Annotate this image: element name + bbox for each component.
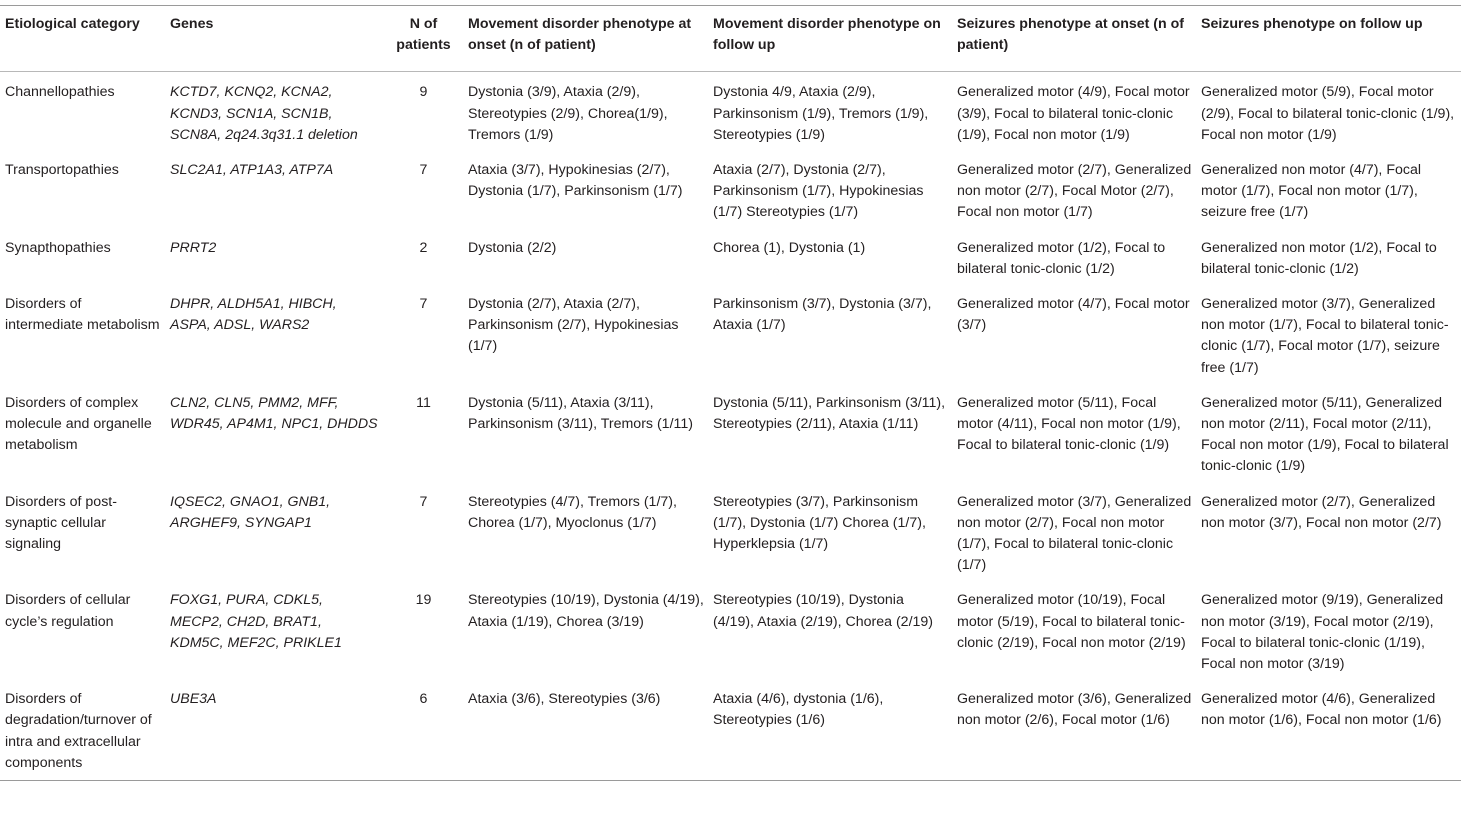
cell-md-follow: Ataxia (2/7), Dystonia (2/7), Parkinsonism (1/7), Hypokinesias (1/7) Stereotypies (1/7) [713,162,924,221]
cell-category: Disorders of cellular cycle’s regulation [5,592,131,630]
cell-n: 19 [415,592,432,609]
cell-n: 6 [383,679,463,780]
table-row [0,228,1461,284]
table-row [0,150,1461,228]
cell-sz-follow: Generalized motor (2/7), Generalized non motor (3/7), Focal non motor (2/7) [1201,493,1442,531]
cell-md-follow: Dystonia 4/9, Ataxia (2/9), Parkinsonism (1/9), Tremors (1/9), Stereotypies (1/9) [713,84,929,143]
cell-n: 2 [419,239,428,256]
header-sz-onset: Seizures phenotype at onset (n of patient) [952,6,1196,72]
cell-n: 7 [419,162,428,179]
header-category: Etiological category [0,6,165,72]
cell-sz-follow: Generalized non motor (1/2), Focal to bilateral tonic-clonic (1/2) [1201,239,1437,277]
table-row [0,580,1461,679]
cell-genes: CLN2, CLN5, PMM2, MFF, WDR45, AP4M1, NPC1, DHDDS [170,394,378,433]
cell-md-follow: Parkinsonism (3/7), Dystonia (3/7), Ataxia (1/7) [713,296,932,334]
cell-md-onset: Dystonia (2/2) [468,239,557,256]
cell-sz-onset: Generalized motor (10/19), Focal motor (5/19), Focal to bilateral tonic-clonic (2/19), Focal non motor (2/19) [957,592,1186,651]
cell-sz-onset: Generalized motor (1/2), Focal to bilateral tonic-clonic (1/2) [957,239,1166,277]
cell-sz-follow: Generalized motor (5/11), Generalized non motor (2/11), Focal motor (2/11), Focal non motor (1/9), Focal to bilateral tonic-clonic (1/9) [1201,394,1449,475]
etiology-table [0,5,1461,781]
cell-sz-onset: Generalized motor (3/6), Generalized non motor (2/6), Focal motor (1/6) [952,679,1196,780]
cell-genes: FOXG1, PURA, CDKL5, MECP2, CH2D, BRAT1, KDM5C, MEF2C, PRIKLE1 [170,592,342,651]
table-row [0,679,1461,780]
header-sz-follow: Seizures phenotype on follow up [1196,6,1461,72]
cell-n: 7 [419,296,428,313]
cell-category: Channellopathies [5,84,115,101]
cell-category: Disorders of complex molecule and organelle metabolism [5,394,152,454]
table-row [0,284,1461,383]
cell-sz-follow: Generalized motor (3/7), Generalized non motor (1/7), Focal to bilateral tonic-clonic (1/7), Focal motor (1/7), seizure free (1/7) [1201,296,1449,376]
cell-md-onset: Ataxia (3/6), Stereotypies (3/6) [463,679,708,780]
cell-n: 11 [416,394,431,411]
table-row [0,383,1461,482]
header-md-follow: Movement disorder phenotype on follow up [708,6,952,72]
cell-sz-onset: Generalized motor (4/9), Focal motor (3/9), Focal to bilateral tonic-clonic (1/9), Focal non motor (1/9) [957,84,1190,143]
cell-genes: PRRT2 [170,239,217,256]
cell-md-onset: Dystonia (2/7), Ataxia (2/7), Parkinsonism (2/7), Hypokinesias (1/7) [468,296,679,355]
cell-n: 7 [419,493,428,510]
cell-sz-follow: Generalized non motor (4/7), Focal motor (1/7), Focal non motor (1/7), seizure free (1/7) [1201,162,1422,221]
cell-category: Synapthopathies [5,239,111,256]
cell-genes: UBE3A [165,679,383,780]
cell-sz-onset: Generalized motor (4/7), Focal motor (3/7) [957,296,1190,334]
header-md-onset: Movement disorder phenotype at onset (n of patient) [463,6,708,72]
cell-sz-follow: Generalized motor (4/6), Generalized non motor (1/6), Focal non motor (1/6) [1196,679,1461,780]
cell-sz-follow: Generalized motor (9/19), Generalized non motor (3/19), Focal motor (2/19), Focal to bilateral tonic-clonic (1/19), Focal non motor (3/19) [1201,592,1444,673]
cell-md-follow: Dystonia (5/11), Parkinsonism (3/11), Stereotypies (2/11), Ataxia (1/11) [713,394,946,433]
cell-sz-follow: Generalized motor (5/9), Focal motor (2/9), Focal to bilateral tonic-clonic (1/9), Focal non motor (1/9) [1201,84,1455,143]
table-row [0,482,1461,581]
cell-category: Disorders of post-synaptic cellular signaling [5,493,117,553]
cell-genes: SLC2A1, ATP1A3, ATP7A [170,162,334,179]
header-row [0,6,1461,72]
cell-genes: IQSEC2, GNAO1, GNB1, ARGHEF9, SYNGAP1 [170,493,331,531]
cell-sz-onset: Generalized motor (3/7), Generalized non motor (2/7), Focal non motor (1/7), Focal to bilateral tonic-clonic (1/7) [957,493,1192,574]
cell-genes: DHPR, ALDH5A1, HIBCH, ASPA, ADSL, WARS2 [170,296,337,334]
table-row [0,72,1461,150]
cell-md-onset: Dystonia (5/11), Ataxia (3/11), Parkinsonism (3/11), Tremors (1/11) [468,394,693,433]
cell-md-follow: Stereotypies (10/19), Dystonia (4/19), Ataxia (2/19), Chorea (2/19) [713,592,934,630]
cell-md-follow: Chorea (1), Dystonia (1) [713,239,866,256]
cell-md-onset: Stereotypies (10/19), Dystonia (4/19), Ataxia (1/19), Chorea (3/19) [468,592,704,630]
cell-n: 9 [419,84,428,101]
cell-category: Transportopathies [5,162,119,179]
header-n-patients: N of patients [383,6,463,72]
cell-genes: KCTD7, KCNQ2, KCNA2, KCND3, SCN1A, SCN1B, SCN8A, 2q24.3q31.1 deletion [170,84,358,143]
header-genes: Genes [165,6,383,72]
cell-md-onset: Ataxia (3/7), Hypokinesias (2/7), Dystonia (1/7), Parkinsonism (1/7) [468,162,683,200]
cell-category: Disorders of degradation/turnover of intra and extracellular components [0,679,165,780]
cell-md-onset: Stereotypies (4/7), Tremors (1/7), Chorea (1/7), Myoclonus (1/7) [468,493,677,531]
cell-sz-onset: Generalized motor (2/7), Generalized non motor (2/7), Focal Motor (2/7), Focal non motor (1/7) [957,162,1192,221]
cell-category: Disorders of intermediate metabolism [5,296,160,334]
cell-md-onset: Dystonia (3/9), Ataxia (2/9), Stereotypies (2/9), Chorea(1/9), Tremors (1/9) [468,84,668,143]
cell-md-follow: Stereotypies (3/7), Parkinsonism (1/7), Dystonia (1/7) Chorea (1/7), Hyperklepsia (1/7) [713,493,926,553]
cell-md-follow: Ataxia (4/6), dystonia (1/6), Stereotypies (1/6) [708,679,952,780]
cell-sz-onset: Generalized motor (5/11), Focal motor (4/11), Focal non motor (1/9), Focal to bilateral tonic-clonic (1/9) [957,394,1181,454]
